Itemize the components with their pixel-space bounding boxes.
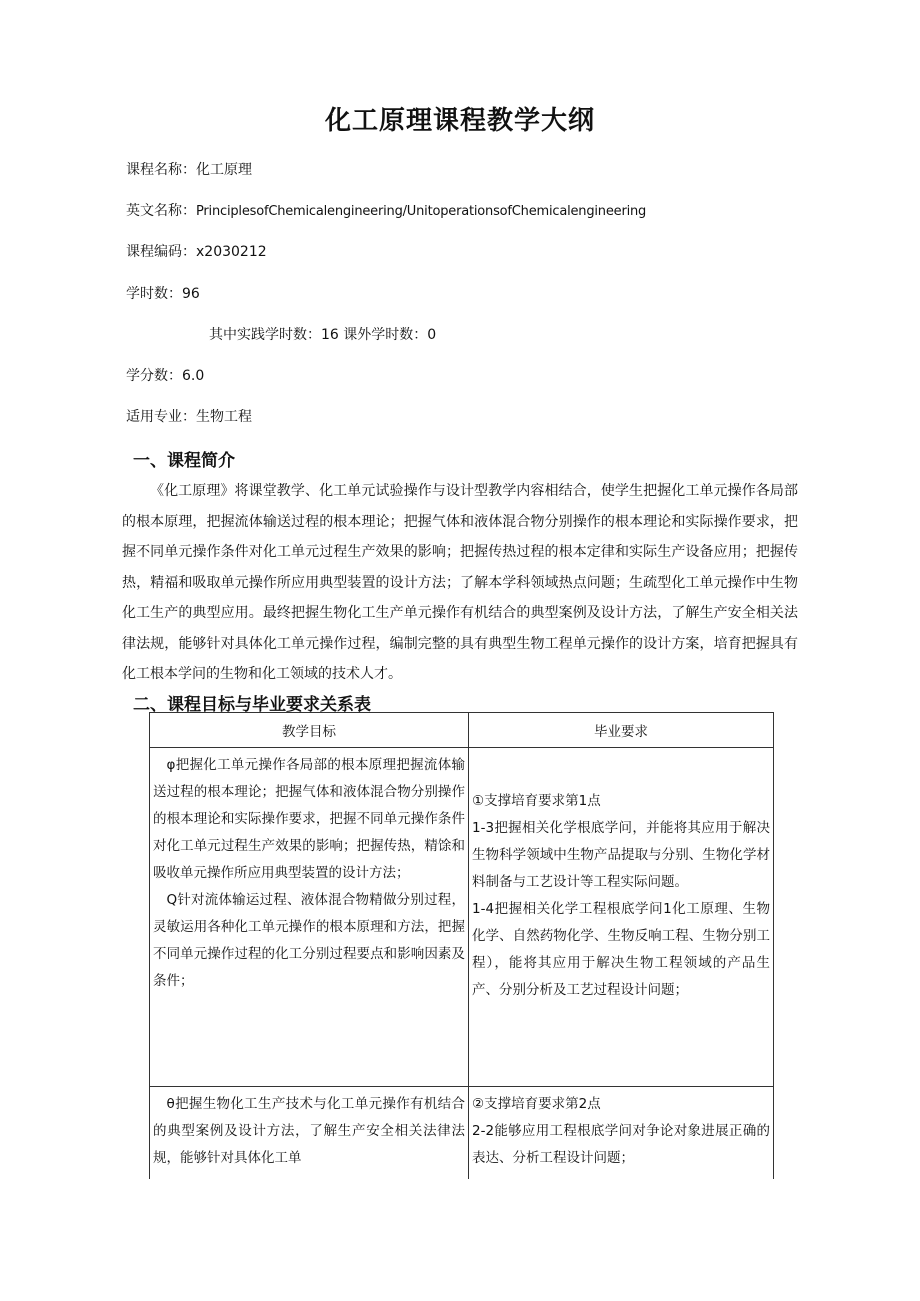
field-label: 学时数： [126,286,182,302]
goal-text: θ把握生物化工生产技术与化工单元操作有机结合的典型案例及设计方法，了解生产安全相关法律法规，能够针对具体化工单 [153,1096,465,1166]
field-value: 6.0 [182,368,205,384]
section-heading: 二、课程目标与毕业要求关系表 [133,695,371,715]
goals-requirements-table [149,712,773,1179]
goal-text: Q针对流体输运过程、液体混合物精做分别过程，灵敏运用各种化工单元操作的根本原理和方法，把握不同单元操作过程的化工分别过程要点和影响因素及条件； [153,892,465,989]
field-value: PrinciplesofChemicalengineering/UnitoperationsofChemicalengineering [196,204,647,219]
table-header: 毕业要求 [469,713,774,748]
field-value: 0 [427,327,437,343]
field-value: 生物工程 [196,409,252,425]
field-label: 课程名称： [126,162,196,178]
section-body: 《化工原理》将课堂教学、化工单元试验操作与设计型教学内容相结合，使学生把握化工单元操作各局部的根本原理，把握流体输送过程的根本理论；把握气体和液体混合物分别操作的根本理论和实际操作要求，把握不同单元操作条件对化工单元过程生产效果的影响；把握传热过程的根本定律和实际生产设备应用；把握传热，精福和吸取单元操作所应用典型装置的设计方法；了解本学科领域热点问题；生疏型化工单元操作中生物化工生产的典型应用。最终把握生物化工生产单元操作有机结合的典型案例及设计方法，了解生产安全相关法律法规，能够针对具体化工单元操作过程，编制完整的具有典型生物工程单元操作的设计方案，培育把握具有化工根本学问的生物和化工领域的技术人才。 [122,483,798,682]
field-value: x2030212 [196,244,267,260]
field-credits [126,366,204,386]
field-course-code [126,242,267,262]
field-label: 英文名称： [126,203,196,219]
requirement-text: ②支撑培育要求第2点 [472,1096,601,1112]
goal-cell [150,748,469,1087]
field-hours [126,284,200,304]
table-header-row [150,713,774,748]
field-major [126,407,252,427]
requirement-text: 1-3把握相关化学根底学问，并能将其应用于解决生物科学领域中生物产品提取与分别、生物化学材料制备与工艺设计等工程实际问题。 [472,820,770,890]
section-heading: 一、课程简介 [133,451,235,471]
field-label: 课外学时数： [343,327,428,343]
requirement-cell [469,1087,774,1180]
field-label: 学分数： [126,368,182,384]
field-label: 适用专业： [126,409,196,425]
requirement-text: 2-2能够应用工程根底学问对争论对象进展正确的表达、分析工程设计问题； [472,1123,770,1166]
field-value: 化工原理 [196,162,252,178]
field-value: 96 [182,286,200,302]
field-english-name [126,201,646,222]
table-row [150,1087,774,1180]
goal-cell [150,1087,469,1180]
requirement-text: 1-4把握相关化学工程根底学问1化工原理、生物化学、自然药物化学、生物反响工程、生物分别工程），能将其应用于解决生物工程领域的产品生产、分别分析及工艺过程设计问题； [472,901,770,998]
field-practice-hours [209,325,436,345]
field-course-name [126,160,252,180]
field-label: 其中实践学时数： [209,327,321,343]
field-label: 课程编码： [126,244,196,260]
goal-text: φ把握化工单元操作各局部的根本原理把握流体输送过程的根本理论；把握气体和液体混合物分别操作的根本理论和实际操作要求，把握不同单元操作条件对化工单元过程生产效果的影响；把握传热，精馀和吸收单元操作所应用典型装置的设计方法； [153,757,465,881]
table-row [150,748,774,1087]
table-header: 教学目标 [150,713,469,748]
field-value: 16 [321,327,339,343]
document-title: 化工原理课程教学大纲 [324,106,595,136]
requirement-text: ①支撑培育要求第1点 [472,793,601,809]
requirement-cell [469,748,774,1087]
